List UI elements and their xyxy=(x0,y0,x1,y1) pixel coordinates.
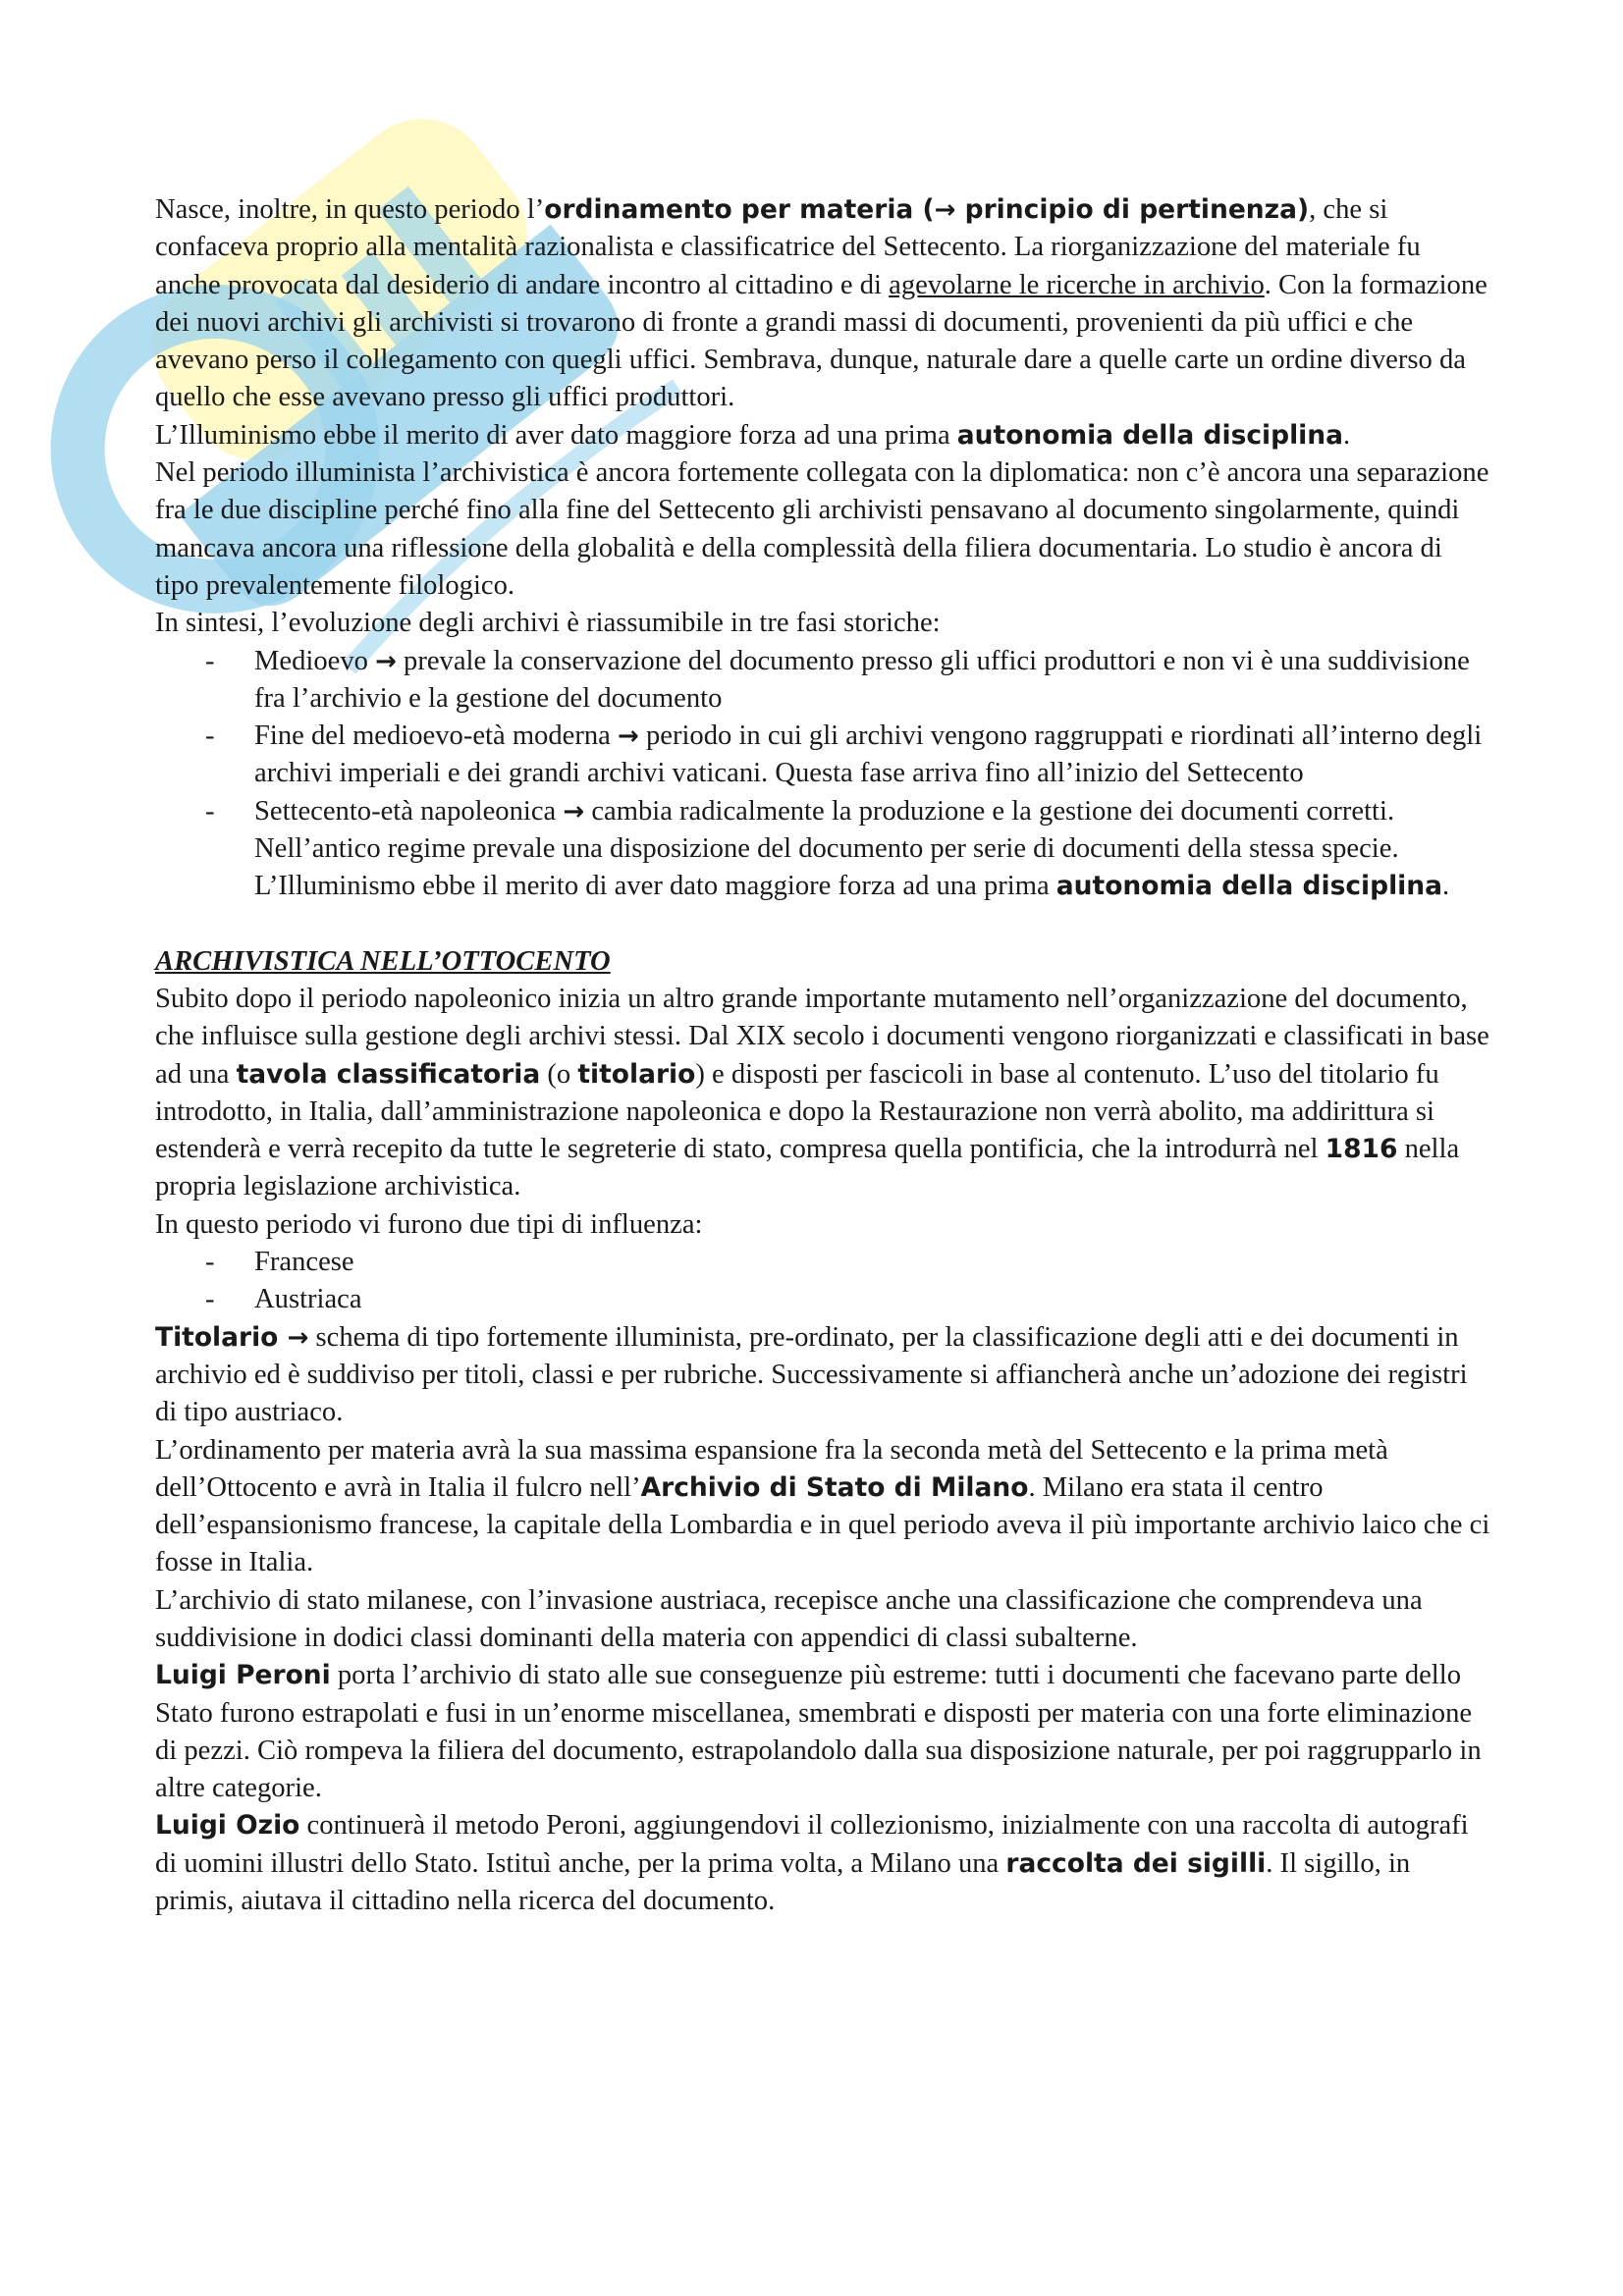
paragraph-sintesi: In sintesi, l’evoluzione degli archivi è riassumibile in tre fasi storiche: xyxy=(155,608,941,639)
document-page xyxy=(155,191,1490,1920)
list-item: - Settecento-età napoleonica → cambia radicalmente la produzione e la gestione dei documenti corretti. Nell’antico regime prevale una disposizione del documento per serie di documenti della stessa specie. L’Illuminismo ebbe il merito di aver dato maggiore forza ad una prima autonomia della disciplina. xyxy=(155,793,1490,906)
paragraph-ordinamento: Nasce, inoltre, in questo periodo l’ordinamento per materia (→ principio di pertinenza), che si confaceva proprio alla mentalità razionalista e classificatrice del Settecento. La riorganizzazione del materiale fu anche provocata dal desiderio di andare incontro al cittadino e di agevolarne le ricerche in archivio. Con la formazione dei nuovi archivi gli archivisti si trovarono di fronte a grandi massi di documenti, provenienti da più uffici e che avevano perso il collegamento con quegli uffici. Sembrava, dunque, naturale dare a quelle carte un ordine diverso da quello che esse avevano presso gli uffici produttori. xyxy=(155,194,1488,413)
paragraph-titolario: Titolario → schema di tipo fortemente illuminista, pre-ordinato, per la classificazione degli atti e dei documenti in archivio ed è suddiviso per titoli, classi e per rubriche. Successivamente si affiancherà anche un’adozione dei registri di tipo austriaco. xyxy=(155,1321,1468,1428)
phases-list xyxy=(155,643,1490,906)
list-marker: - xyxy=(205,1284,215,1315)
arrow-icon: → xyxy=(287,1322,309,1353)
section-heading: ARCHIVISTICA NELL’OTTOCENTO xyxy=(155,945,611,977)
paragraph-peroni: Luigi Peroni porta l’archivio di stato alle sue conseguenze più estreme: tutti i documenti che facevano parte dello Stato furono estrapolati e fusi in un’enorme miscellanea, smembrati e disposti per materia con una forte eliminazione di pezzi. Ciò rompeva la filiera del documento, estrapolandolo dalla sua disposizione naturale, per poi raggrupparlo in altre categorie. xyxy=(155,1660,1482,1804)
paragraph-diplomatica: Nel periodo illuminista l’archivistica è ancora fortemente collegata con la diplomatica: non c’è ancora una separazione fra le due discipline perché fino alla fine del Settecento gli archivisti pensavano al documento singolarmente, quindi mancava ancora una riflessione della globalità e della complessità della filiera documentaria. Lo studio è ancora di tipo prevalentemente filologico. xyxy=(155,457,1489,601)
arrow-icon: → xyxy=(563,796,585,827)
paragraph-illuminismo: L’Illuminismo ebbe il merito di aver dato maggiore forza ad una prima autonomia della disciplina. xyxy=(155,419,1351,451)
influences-list xyxy=(155,1244,1490,1319)
list-marker: - xyxy=(205,645,215,676)
paragraph-classificazione: L’archivio di stato milanese, con l’invasione austriaca, recepisce anche una classificazione che comprendeva una suddivisione in dodici classi dominanti della materia con appendici di classi subalterne. xyxy=(155,1584,1423,1653)
list-marker: - xyxy=(205,795,215,827)
list-item: - Fine del medioevo-età moderna → periodo in cui gli archivi vengono raggruppati e riordinati all’interno degli archivi imperiali e dei grandi archivi vaticani. Questa fase arriva fino all’inizio del Settecento xyxy=(155,718,1490,793)
list-marker: - xyxy=(205,1247,215,1278)
list-item: - Austriaca xyxy=(155,1281,1490,1318)
list-marker: - xyxy=(205,721,215,752)
arrow-icon: → xyxy=(934,195,956,225)
paragraph-influenze: In questo periodo vi furono due tipi di influenza: xyxy=(155,1208,703,1240)
arrow-icon: → xyxy=(375,646,397,676)
paragraph-napoleonico: Subito dopo il periodo napoleonico inizia un altro grande importante mutamento nell’organizzazione del documento, che influisce sulla gestione degli archivi stessi. Dal XIX secolo i documenti vengono riorganizzati e classificati in base ad una tavola classificatoria (o titolario) e disposti per fascicoli in base al contenuto. L’uso del titolario fu introdotto, in Italia, dall’amministrazione napoleonica e dopo la Restaurazione non verrà abolito, ma addirittura si estenderà e verrà recepito da tutte le segreterie di stato, compresa quella pontificia, che la introdurrà nel 1816 nella propria legislazione archivistica. xyxy=(155,983,1489,1202)
paragraph-milano: L’ordinamento per materia avrà la sua massima espansione fra la seconda metà del Settecento e la prima metà dell’Ottocento e avrà in Italia il fulcro nell’Archivio di Stato di Milano. Milano era stata il centro dell’espansionismo francese, la capitale della Lombardia e in quel periodo aveva il più importante archivio laico che ci fosse in Italia. xyxy=(155,1434,1490,1578)
list-item: - Medioevo → prevale la conservazione del documento presso gli uffici produttori e non vi è una suddivisione fra l’archivio e la gestione del documento xyxy=(155,643,1490,719)
arrow-icon: → xyxy=(618,721,639,752)
paragraph-ozio: Luigi Ozio continuerà il metodo Peroni, aggiungendovi il collezionismo, inizialmente con una raccolta di autografi di uomini illustri dello Stato. Istituì anche, per la prima volta, a Milano una raccolta dei sigilli. Il sigillo, in primis, aiutava il cittadino nella ricerca del documento. xyxy=(155,1810,1469,1917)
list-item: - Francese xyxy=(155,1244,1490,1281)
